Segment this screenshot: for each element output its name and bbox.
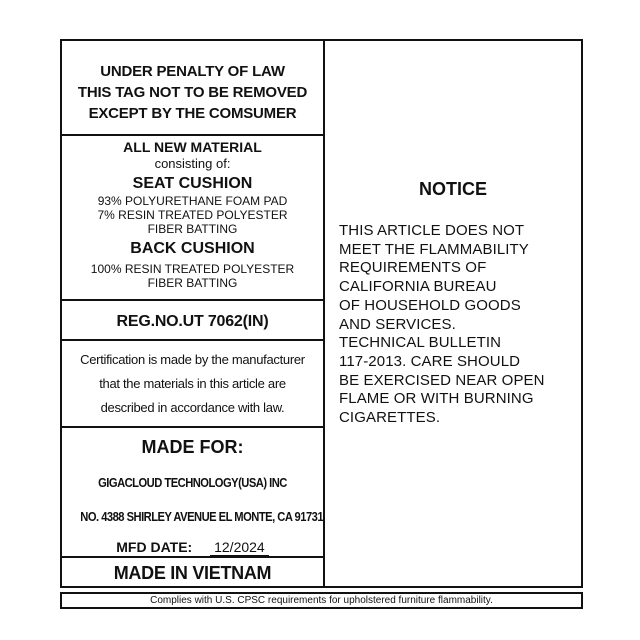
back-material-line: FIBER BATTING — [147, 276, 238, 290]
registration-number: REG.NO.UT 7062(IN) — [116, 313, 269, 330]
notice-line: 117-2013. CARE SHOULD — [339, 352, 521, 370]
warning-line: UNDER PENALTY OF LAW — [100, 63, 285, 80]
notice-line: TECHNICAL BULLETIN — [339, 334, 502, 352]
certification-line: that the materials in this article are — [99, 376, 286, 391]
notice-line: FLAME OR WITH BURNING — [339, 390, 534, 408]
notice-line: THIS ARTICLE DOES NOT — [339, 222, 525, 239]
notice-line: BE EXERCISED NEAR OPEN — [339, 371, 545, 389]
law-tag — [60, 39, 583, 588]
country-of-origin: MADE IN VIETNAM — [113, 563, 272, 583]
back-material-line: 100% RESIN TREATED POLYESTER — [90, 262, 295, 276]
seat-material-line: FIBER BATTING — [147, 222, 238, 236]
notice-line: OF HOUSEHOLD GOODS — [339, 296, 521, 314]
materials-section — [62, 136, 323, 301]
company-name: GIGACLOUD TECHNOLOGY(USA) INC — [98, 475, 287, 490]
warning-line: THIS TAG NOT TO BE REMOVED — [77, 84, 308, 101]
certification-section — [62, 341, 323, 428]
penalty-warning — [62, 41, 323, 136]
seat-material-line: 93% POLYURETHANE FOAM PAD — [97, 194, 288, 208]
mfd-value: 12/2024 — [210, 539, 269, 556]
made-for-section — [62, 428, 323, 558]
materials-heading: ALL NEW MATERIAL — [123, 139, 262, 155]
seat-cushion-title: SEAT CUSHION — [132, 175, 253, 192]
certification-line: described in accordance with law. — [100, 400, 285, 415]
mfd-label: MFD DATE: — [116, 539, 193, 555]
notice-panel — [325, 41, 581, 586]
notice-line: AND SERVICES. — [339, 315, 456, 333]
seat-material-line: 7% RESIN TREATED POLYESTER — [97, 208, 288, 222]
origin-section — [62, 558, 323, 586]
tag-left-column — [62, 41, 325, 586]
manufacture-date — [62, 538, 323, 556]
company-address: NO. 4388 SHIRLEY AVENUE EL MONTE, CA 91731 — [80, 509, 324, 524]
registration-section — [62, 301, 323, 341]
certification-line: Certification is made by the manufacturer — [80, 352, 305, 367]
notice-line: CALIFORNIA BUREAU — [339, 278, 497, 296]
cpsc-compliance-footer — [60, 592, 583, 609]
notice-body — [339, 222, 579, 428]
notice-line: CIGARETTES. — [339, 409, 441, 427]
notice-line: MEET THE FLAMMABILITY — [339, 240, 529, 258]
materials-consisting: consisting of: — [154, 156, 231, 171]
compliance-text: Complies with U.S. CPSC requirements for upholstered furniture flammability. — [150, 595, 493, 606]
made-for-heading: MADE FOR: — [141, 437, 244, 457]
warning-line: EXCEPT BY THE COMSUMER — [88, 105, 297, 122]
notice-title: NOTICE — [418, 179, 487, 199]
notice-line: REQUIREMENTS OF — [339, 259, 487, 277]
back-cushion-title: BACK CUSHION — [130, 240, 255, 257]
